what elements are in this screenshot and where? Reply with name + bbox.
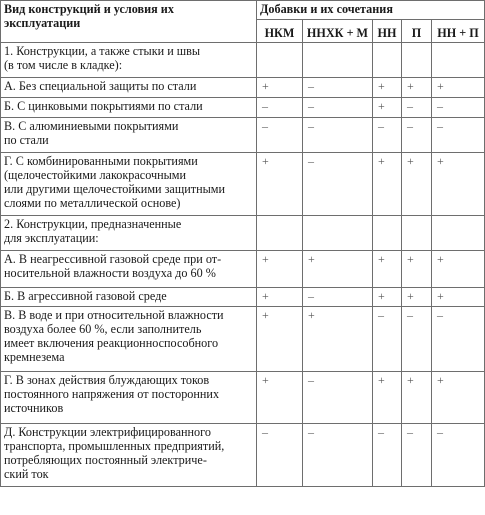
cell-mark: + — [402, 288, 432, 307]
cell-mark — [257, 43, 303, 78]
cell-mark: – — [373, 307, 402, 372]
cell-mark: – — [402, 307, 432, 372]
cell-mark: + — [257, 153, 303, 216]
row-label: Г. В зонах действия блуждающих токов постоянного напряжения от посторонних источников — [1, 372, 257, 424]
cell-mark: + — [432, 372, 485, 424]
header-col-nkm: НКМ — [257, 20, 303, 43]
cell-mark: – — [303, 118, 373, 153]
cell-mark: – — [303, 288, 373, 307]
cell-mark: – — [402, 424, 432, 487]
cell-mark: + — [257, 288, 303, 307]
cell-mark: + — [432, 153, 485, 216]
cell-mark — [402, 216, 432, 251]
row-label: Б. В агрессивной газовой среде — [1, 288, 257, 307]
cell-mark: + — [257, 372, 303, 424]
table-row — [1, 424, 485, 487]
cell-mark — [432, 216, 485, 251]
header-col-nn: НН — [373, 20, 402, 43]
cell-mark: – — [432, 118, 485, 153]
cell-mark: – — [257, 98, 303, 118]
cell-mark: + — [303, 251, 373, 288]
cell-mark: – — [303, 424, 373, 487]
cell-mark: – — [257, 424, 303, 487]
cell-mark — [402, 43, 432, 78]
table-row — [1, 118, 485, 153]
cell-mark: + — [402, 153, 432, 216]
cell-mark: + — [257, 251, 303, 288]
cell-mark: + — [402, 372, 432, 424]
cell-mark: – — [402, 98, 432, 118]
row-label: В. С алюминиевыми покрытиями по стали — [1, 118, 257, 153]
cell-mark: + — [257, 307, 303, 372]
table-row — [1, 78, 485, 98]
row-label: 2. Конструкции, предназначенные для эксплуатации: — [1, 216, 257, 251]
table-row — [1, 307, 485, 372]
row-label: Д. Конструкции электрифицированного транспорта, промышленных предприятий, потребляющих постоянный электриче- ский ток — [1, 424, 257, 487]
table-row — [1, 216, 485, 251]
cell-mark: + — [373, 153, 402, 216]
cell-mark: + — [432, 288, 485, 307]
header-col-p: П — [402, 20, 432, 43]
cell-mark — [303, 216, 373, 251]
cell-mark — [432, 43, 485, 78]
table-row — [1, 288, 485, 307]
row-label: В. В воде и при относительной влажности воздуха более 60 %, если заполнитель имеет включения реакционноспособного кремнезема — [1, 307, 257, 372]
row-label: Б. С цинковыми покрытиями по стали — [1, 98, 257, 118]
row-label: Г. С комбинированными покрытиями (щелочестойкими лакокрасочными или другими щелочестойкими защитными слоями по металлической основе) — [1, 153, 257, 216]
cell-mark: – — [432, 424, 485, 487]
cell-mark: + — [402, 251, 432, 288]
cell-mark: – — [303, 78, 373, 98]
header-col-nn-p: НН + П — [432, 20, 485, 43]
cell-mark: + — [373, 98, 402, 118]
cell-mark: – — [402, 118, 432, 153]
header-col-nnhk-m: ННХК + М — [303, 20, 373, 43]
cell-mark — [373, 216, 402, 251]
row-label: 1. Конструкции, а также стыки и швы (в том числе в кладке): — [1, 43, 257, 78]
cell-mark: + — [257, 78, 303, 98]
table-row — [1, 98, 485, 118]
cell-mark: + — [373, 372, 402, 424]
row-label: А. Без специальной защиты по стали — [1, 78, 257, 98]
cell-mark: – — [373, 424, 402, 487]
cell-mark: + — [432, 78, 485, 98]
cell-mark: + — [303, 307, 373, 372]
cell-mark: – — [432, 307, 485, 372]
header-additives-group: Добавки и их сочетания — [257, 1, 485, 20]
cell-mark: – — [303, 372, 373, 424]
cell-mark — [303, 43, 373, 78]
cell-mark: – — [303, 153, 373, 216]
cell-mark: – — [303, 98, 373, 118]
cell-mark: + — [373, 288, 402, 307]
cell-mark — [373, 43, 402, 78]
cell-mark: + — [373, 251, 402, 288]
row-label: А. В неагрессивной газовой среде при от- носительной влажности воздуха до 60 % — [1, 251, 257, 288]
table-row — [1, 251, 485, 288]
table-row — [1, 372, 485, 424]
table-row — [1, 43, 485, 78]
cell-mark: – — [432, 98, 485, 118]
table-row — [1, 153, 485, 216]
cell-mark: + — [432, 251, 485, 288]
cell-mark — [257, 216, 303, 251]
cell-mark: + — [402, 78, 432, 98]
cell-mark: – — [257, 118, 303, 153]
cell-mark: – — [373, 118, 402, 153]
cell-mark: + — [373, 78, 402, 98]
header-construction-type: Вид конструкций и условия их эксплуатации — [1, 1, 257, 43]
